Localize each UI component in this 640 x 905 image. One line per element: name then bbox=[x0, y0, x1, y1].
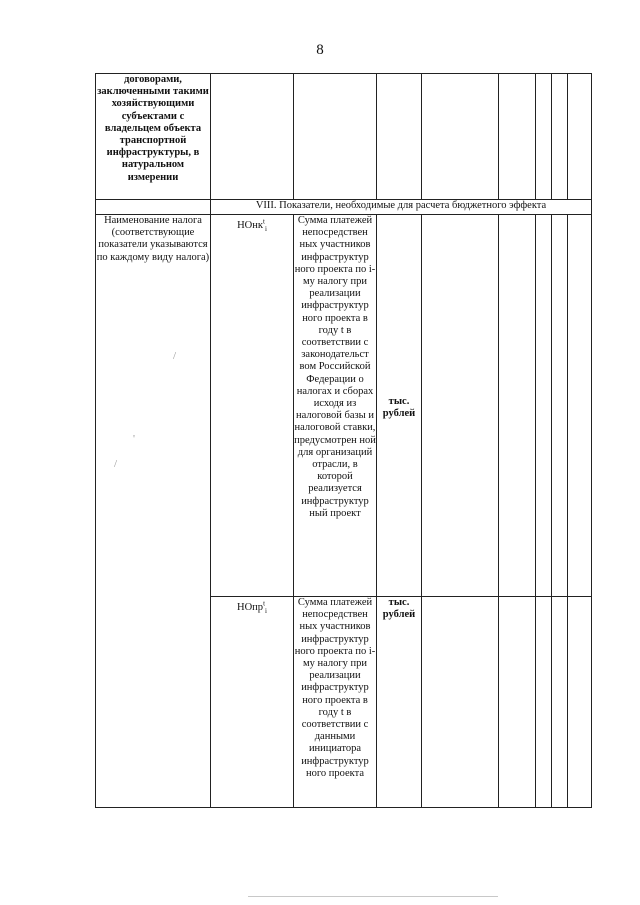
cell-empty bbox=[536, 74, 552, 200]
cell-empty bbox=[96, 200, 211, 215]
cell-empty bbox=[536, 215, 552, 597]
page-number: 8 bbox=[316, 42, 324, 58]
scan-artifact-line bbox=[248, 896, 498, 897]
section-heading: VIII. Показатели, необходимые для расчета бюджетного эффекта bbox=[211, 200, 592, 215]
cell-empty bbox=[211, 74, 294, 200]
cell-empty bbox=[294, 74, 377, 200]
cell-empty bbox=[568, 74, 592, 200]
table-row-section-heading bbox=[96, 200, 592, 215]
cell-empty bbox=[552, 74, 568, 200]
cell-group-label: Наименование налога (соответствующие показатели указываются по каждому виду налога) bbox=[96, 215, 211, 808]
cell-empty bbox=[422, 74, 499, 200]
cell-empty bbox=[568, 215, 592, 597]
cell-empty bbox=[377, 74, 422, 200]
indicators-table-wrapper bbox=[95, 73, 592, 808]
cell-empty bbox=[422, 597, 499, 808]
table-row-tax-1 bbox=[96, 215, 592, 597]
scan-artifact-mark: / bbox=[114, 458, 118, 470]
cell-empty bbox=[552, 597, 568, 808]
cell-unit: тыс. рублей bbox=[377, 215, 422, 597]
indicator-code: НОпр$^t_i$ bbox=[237, 599, 267, 615]
cell-empty bbox=[568, 597, 592, 808]
cell-empty bbox=[499, 597, 536, 808]
cell-code bbox=[211, 597, 294, 808]
cell-empty bbox=[499, 74, 536, 200]
cell-code bbox=[211, 215, 294, 597]
indicators-table bbox=[95, 73, 592, 808]
cell-description: Сумма платежей непосредствен ных участников инфраструктур ного проекта по i-му налогу при реализации инфраструктур ного проекта в году t в соответствии с данными инициатора инфраструктур ного проекта bbox=[294, 597, 377, 808]
cell-empty bbox=[552, 215, 568, 597]
cell-unit: тыс. рублей bbox=[377, 597, 422, 808]
cell-empty bbox=[422, 215, 499, 597]
cell-empty bbox=[536, 597, 552, 808]
indicator-code: НОнк$^t_i$ bbox=[237, 217, 267, 233]
scan-artifact-mark: ' bbox=[133, 433, 135, 445]
scan-artifact-mark: / bbox=[173, 350, 177, 362]
cell-empty bbox=[499, 215, 536, 597]
table-row-top bbox=[96, 74, 592, 200]
cell-description: Сумма платежей непосредствен ных участников инфраструктур ного проекта по i-му налогу при реализации инфраструктур ного проекта в году t в соответствии с законодательст вом Российской Федерации о налогах и сборах исходя из налоговой базы и налоговой ставки, предусмотрен ной для организаций отрасли, в которой реализуется инфраструктур ный проект bbox=[294, 215, 377, 597]
cell-top-name: договорами, заключенными такими хозяйствующими субъектами с владельцем объекта транспортной инфраструктуры, в натуральном измерении bbox=[96, 74, 211, 200]
